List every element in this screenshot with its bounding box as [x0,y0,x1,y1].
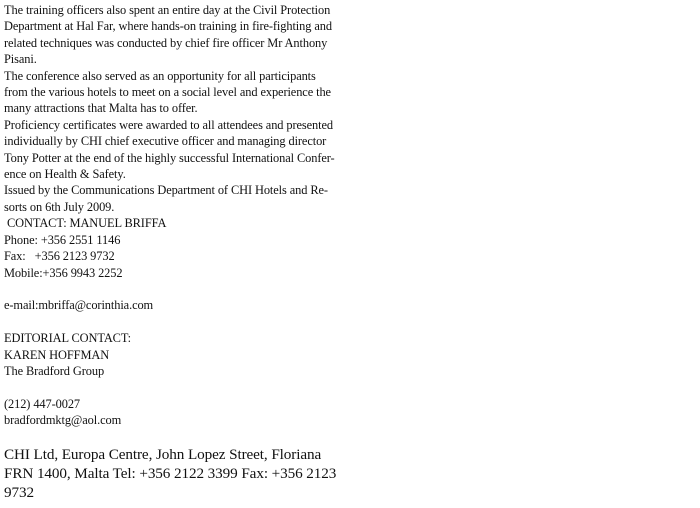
editorial-contact-name: KAREN HOFFMAN [4,347,110,362]
blank-line [4,314,384,330]
paragraph-line: The conference also served as an opportunity for all participants [4,68,316,83]
paragraph-line: from the various hotels to meet on a social level and experience the [4,85,331,100]
editorial-contact-email: bradfordmktg@aol.com [4,413,122,428]
contact-block [4,215,384,313]
paragraph-conference [4,68,384,117]
paragraph-line: related techniques was conducted by chief fire officer Mr Anthony [4,35,328,50]
contact-email: e-mail:mbriffa@corinthia.com [4,298,154,313]
editorial-contact-org: The Bradford Group [4,363,105,378]
paragraph-line: Issued by the Communications Department of CHI Hotels and Re- [4,183,328,198]
blank-line [4,379,384,395]
editorial-contact-phone: (212) 447-0027 [4,396,81,411]
contact-label: CONTACT: MANUEL BRIFFA [4,216,167,231]
contact-phone: Phone: +356 2551 1146 [4,232,121,247]
contact-fax: Fax: +356 2123 9732 [4,249,115,264]
paragraph-line: The training officers also spent an entire day at the Civil Protection [4,3,331,17]
paragraph-line: Pisani. [4,52,37,67]
paragraph-certificates [4,117,384,183]
paragraph-training-officers [4,2,384,68]
paragraph-line: many attractions that Malta has to offer. [4,101,198,116]
company-address-footer [4,445,336,502]
paragraph-line: Department at Hal Far, where hands-on training in fire-fighting and [4,19,332,34]
editorial-contact-block [4,330,384,428]
paragraph-line: sorts on 6th July 2009. [4,199,115,214]
paragraph-line: individually by CHI chief executive officer and managing director [4,134,327,149]
press-release-document [4,2,384,429]
paragraph-line: Tony Potter at the end of the highly successful International Confer- [4,150,335,165]
footer-line: 9732 [4,484,34,501]
paragraph-line: ence on Health & Safety. [4,167,126,182]
footer-line: CHI Ltd, Europa Centre, John Lopez Street, Floriana [4,446,322,463]
editorial-contact-label: EDITORIAL CONTACT: [4,331,132,346]
press-release-body [4,2,384,429]
paragraph-issued-by [4,182,384,215]
footer-line: FRN 1400, Malta Tel: +356 2122 3399 Fax: +356 2123 [4,465,337,482]
contact-mobile: Mobile:+356 9943 2252 [4,265,123,280]
blank-line [4,281,384,297]
paragraph-line: Proficiency certificates were awarded to all attendees and presented [4,117,333,132]
